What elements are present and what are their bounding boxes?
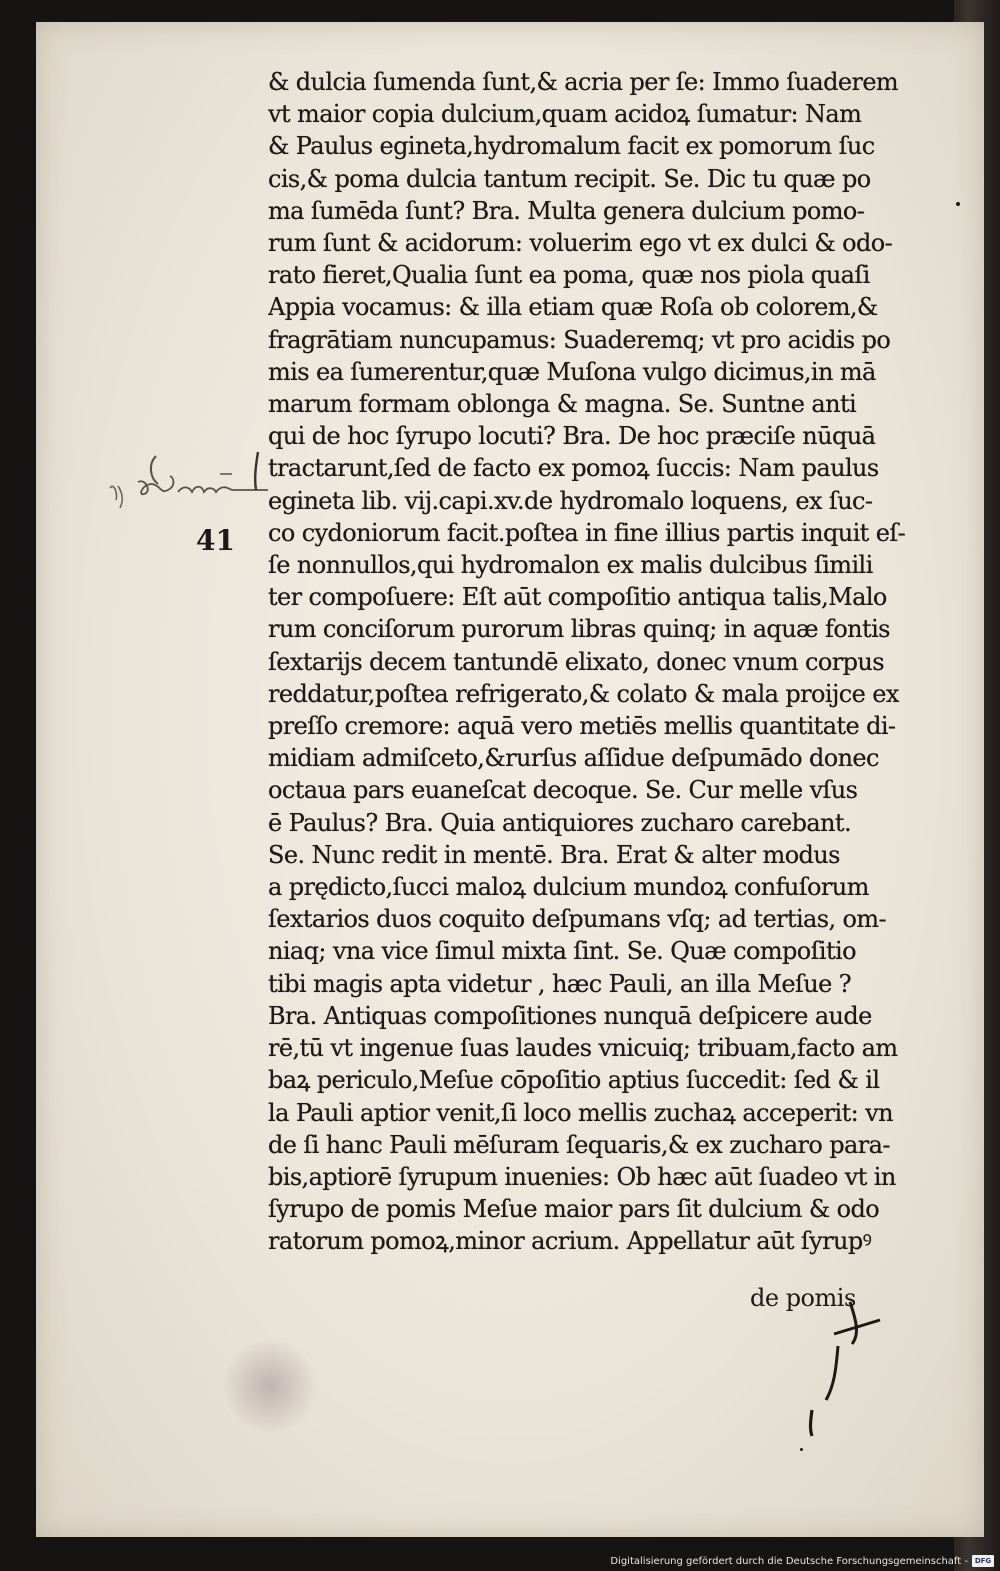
text-line: co cydoniorum facit.poſtea in fine illius partis inquit eſ- (268, 518, 906, 547)
digitization-footer (600, 1553, 994, 1569)
text-line: preſſo cremore: aquā vero metiēs mellis quantitate di- (268, 712, 896, 741)
text-line: rum ſunt & acidorum: voluerim ego vt ex dulci & odo- (268, 229, 893, 258)
text-line: fragrātiam nuncupamus: Suaderemq; vt pro acidis po (268, 325, 891, 354)
text-line: rē,tū vt ingenue ſuas laudes vnicuiq; tribuam,facto am (268, 1034, 898, 1063)
text-line: Bra. Antiquas compoſitiones nunquā deſpicere aude (268, 1001, 872, 1030)
text-line: bis,aptiorē ſyrupum inuenies: Ob hæc aūt ſuadeo vt in (268, 1162, 896, 1191)
text-line: vt maior copia dulcium,quam acidoꝝ ſumatur: Nam (268, 100, 862, 129)
text-line: ſextarios duos coquito deſpumans vſq; ad tertias, om- (268, 905, 887, 934)
text-line: ſe nonnullos,qui hydromalon ex malis dulcibus ſimili (268, 551, 873, 580)
text-line: tibi magis apta videtur , hæc Pauli, an illa Meſue ? (268, 969, 852, 998)
text-line: cis,& poma dulcia tantum recipit. Se. Dic tu quæ po (268, 164, 871, 193)
text-line: niaq; vna vice ſimul mixta ſint. Se. Quæ compoſitio (268, 937, 856, 966)
text-line: de ſi hanc Pauli mēſuram ſequaris,& ex zucharo para- (268, 1130, 890, 1159)
text-line: marum formam oblonga & magna. Se. Suntne anti (268, 390, 857, 419)
text-line: egineta lib. vij.capi.xv.de hydromalo loquens, ex ſuc- (268, 486, 873, 515)
pen-marks (790, 1290, 900, 1470)
ink-speck (800, 1448, 803, 1451)
text-line: tractarunt,ſed de facto ex pomoꝝ ſuccis: Nam paulus (268, 454, 879, 483)
text-line: la Pauli aptior venit,ſi loco mellis zuchaꝝ acceperit: vn (268, 1098, 894, 1127)
text-line: qui de hoc ſyrupo locuti? Bra. De hoc præciſe nūquā (268, 422, 876, 451)
text-line: octaua pars euaneſcat decoque. Se. Cur melle vſus (268, 776, 858, 805)
catchword: de pomis (750, 1284, 856, 1312)
text-line: baꝝ periculo,Meſue cōpoſitio aptius ſuccedit: ſed & il (268, 1066, 880, 1095)
text-line: ē Paulus? Bra. Quia antiquiores zucharo carebant. (268, 808, 851, 837)
text-line: Appia vocamus: & illa etiam quæ Roſa ob colorem,& (268, 293, 878, 322)
text-line: rum conciſorum purorum libras quinq; in aquæ fontis (268, 615, 890, 644)
text-line: midiam admiſceto,&rurſus aſſidue deſpumādo donec (268, 744, 879, 773)
text-line: reddatur,poſtea refrigerato,& colato & mala proijce ex (268, 679, 899, 708)
paper-stain (224, 1340, 316, 1432)
ink-speck (956, 202, 960, 206)
text-line: ſextarijs decem tantundē elixato, donec vnum corpus (268, 647, 884, 676)
text-line: rato fieret,Qualia ſunt ea poma, quæ nos piola quaſi (268, 261, 870, 290)
dfg-logo: DFG (972, 1555, 994, 1567)
text-line: mis ea ſumerentur,quæ Muſona vulgo dicimus,in mā (268, 357, 876, 386)
text-line: & dulcia ſumenda ſunt,& acria per ſe: Immo ſuaderem (268, 68, 899, 96)
text-line: a prędicto,ſucci maloꝝ dulcium mundoꝝ confuſorum (268, 873, 869, 902)
text-line: & Paulus egineta,hydromalum facit ex pomorum ſuc (268, 132, 875, 161)
margin-number: 41 (196, 524, 235, 557)
footer-credit: Digitalisierung gefördert durch die Deutsche Forschungsgemeinschaft - (610, 1555, 968, 1567)
text-line: Se. Nunc redit in mentē. Bra. Erat & alter modus (268, 840, 840, 869)
text-line: ratorum pomoꝝ,minor acrium. Appellatur aūt ſyrupꝰ (268, 1227, 872, 1256)
text-line: ſyrupo de pomis Meſue maior pars ſit dulcium & odo (268, 1195, 880, 1224)
margin-handwritten-annotation (108, 448, 278, 518)
text-line: ma ſumēda ſunt? Bra. Multa genera dulcium pomo- (268, 196, 865, 225)
text-line: ter compoſuere: Eſt aūt compoſitio antiqua talis,Malo (268, 583, 887, 612)
text-block (268, 66, 948, 1258)
